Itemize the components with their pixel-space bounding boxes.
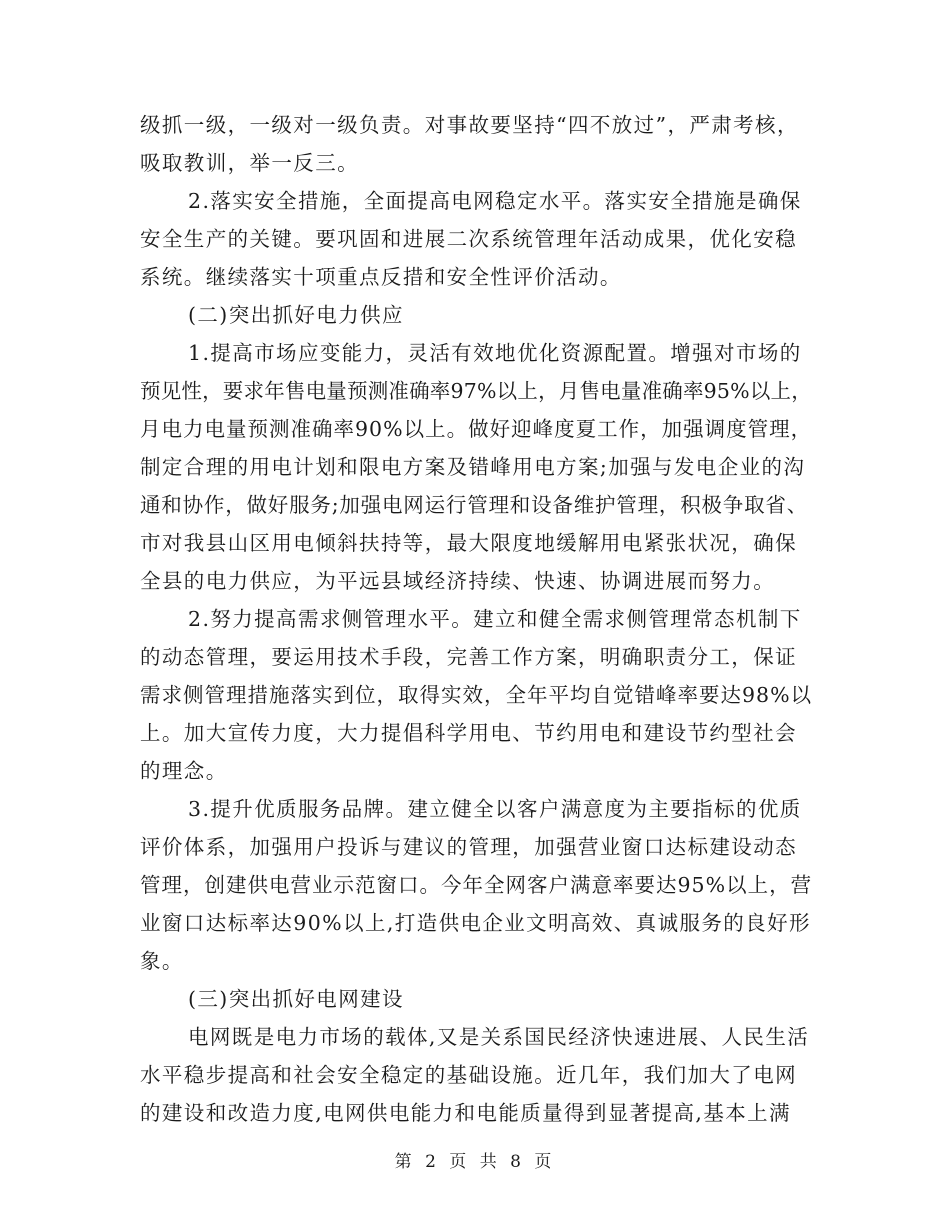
- text-line: 业窗口达标率达90%以上,打造供电企业文明高效、真诚服务的良好形: [140, 911, 811, 935]
- text-line: 管理，创建供电营业示范窗口。今年全网客户满意率要达95%以上，营: [140, 873, 813, 897]
- text-line: 1.提高市场应变能力，灵活有效地优化资源配置。增强对市场的: [188, 341, 802, 365]
- text-line: 的动态管理，要运用技术手段，完善工作方案，明确职责分工，保证: [140, 645, 797, 669]
- section-heading: (三)突出抓好电网建设: [188, 987, 404, 1011]
- text-line: 预见性，要求年售电量预测准确率97%以上，月售电量准确率95%以上，: [140, 379, 812, 403]
- text-line: 3.提升优质服务品牌。建立健全以客户满意度为主要指标的优质: [188, 797, 802, 821]
- text-line: 吸取教训，举一反三。: [140, 151, 359, 175]
- text-line: 电网既是电力市场的载体,又是关系国民经济快速进展、人民生活: [188, 1025, 810, 1049]
- text-line: 通和协作，做好服务;加强电网运行管理和设备维护管理，积极争取省、: [140, 493, 809, 517]
- text-line: 的理念。: [140, 759, 228, 783]
- page-number-footer: 第 2 页 共 8 页: [394, 1152, 556, 1172]
- text-line: 全县的电力供应，为平远县域经济持续、快速、协调进展而努力。: [140, 569, 776, 593]
- text-line: 月电力电量预测准确率90%以上。做好迎峰度夏工作，加强调度管理，: [140, 417, 813, 441]
- text-line: 评价体系，加强用户投诉与建议的管理，加强营业窗口达标建设动态: [140, 835, 797, 859]
- text-line: 水平稳步提高和社会安全稳定的基础设施。近几年，我们加大了电网: [140, 1063, 797, 1087]
- text-line: 上。加大宣传力度，大力提倡科学用电、节约用电和建设节约型社会: [140, 721, 797, 745]
- section-heading: (二)突出抓好电力供应: [188, 303, 404, 327]
- text-line: 系统。继续落实十项重点反措和安全性评价活动。: [140, 265, 622, 289]
- text-line: 制定合理的用电计划和限电方案及错峰用电方案;加强与发电企业的沟: [140, 455, 806, 479]
- text-line: 2.努力提高需求侧管理水平。建立和健全需求侧管理常态机制下: [188, 607, 802, 631]
- text-line: 象。: [140, 949, 184, 973]
- text-line: 的建设和改造力度,电网供电能力和电能质量得到显著提高,基本上满: [140, 1101, 791, 1125]
- text-line: 市对我县山区用电倾斜扶持等，最大限度地缓解用电紧张状况，确保: [140, 531, 797, 555]
- text-line: 需求侧管理措施落实到位，取得实效，全年平均自觉错峰率要达98%以: [140, 683, 813, 707]
- text-line: 级抓一级，一级对一级负责。对事故要坚持“四不放过”，严肃考核，: [140, 113, 799, 137]
- text-line: 安全生产的关键。要巩固和进展二次系统管理年活动成果，优化安稳: [140, 227, 797, 251]
- text-line: 2.落实安全措施，全面提高电网稳定水平。落实安全措施是确保: [188, 189, 802, 213]
